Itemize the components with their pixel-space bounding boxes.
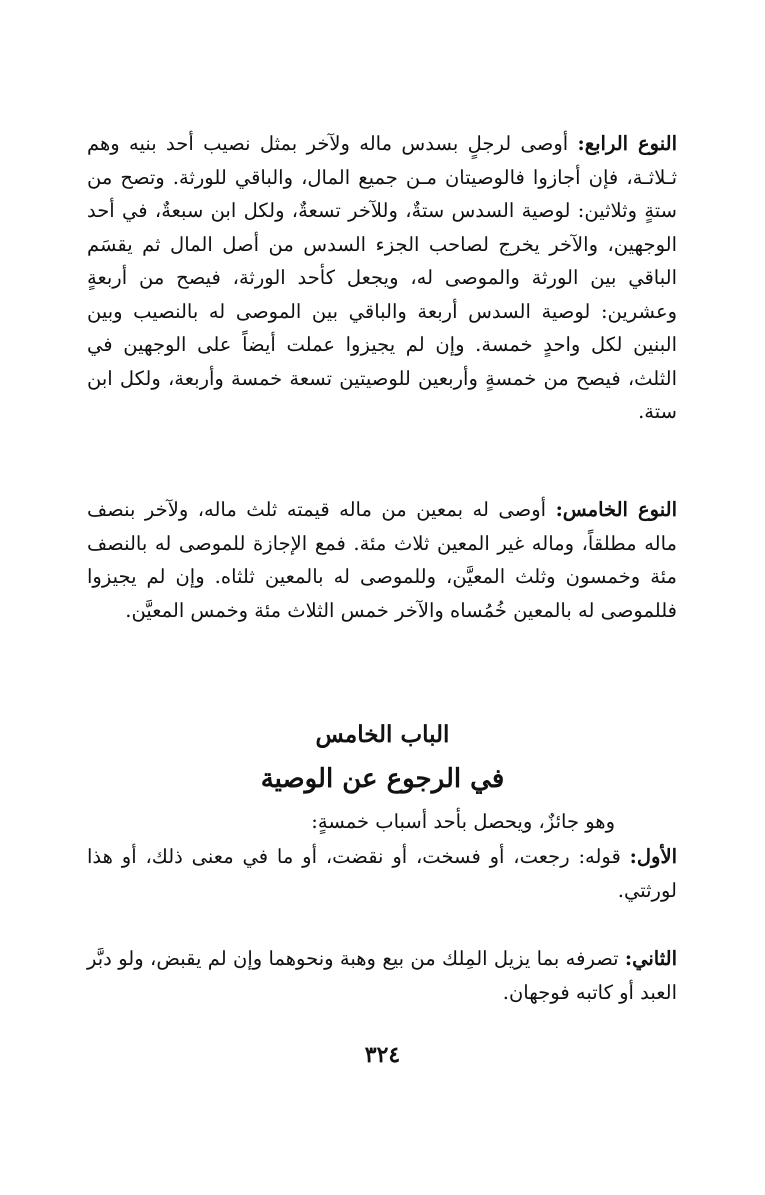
paragraph-lead: النوع الرابع: (577, 132, 677, 155)
paragraph-lead: النوع الخامس: (555, 498, 677, 521)
paragraph-text: قوله: رجعت، أو فسخت، أو نقضت، أو ما في معنى ذلك، أو هذا لورثتي. (87, 845, 677, 902)
paragraph-first-cause (87, 840, 677, 907)
page-number: ٣٢٤ (364, 1042, 401, 1068)
chapter-intro: وهو جائزٌ، ويحصل بأحد أسباب خمسةٍ: (311, 810, 615, 833)
chapter-title: الباب الخامس (315, 721, 450, 748)
chapter-subtitle: في الرجوع عن الوصية (260, 764, 505, 794)
paragraph-text: تصرفه بما يزيل المِلك من بيع وهبة ونحوهما وإن لم يقبض، ولو دبَّر العبد أو كاتبه فوجهان. (87, 947, 677, 1004)
paragraph-fourth-type (87, 127, 677, 429)
paragraph-second-cause (87, 942, 677, 1009)
paragraph-lead: الثاني: (624, 947, 677, 970)
paragraph-text: أوصى له بمعين من ماله قيمته ثلث ماله، ولآخر بنصف ماله مطلقاً، وماله غير المعين ثلاث مئة. فمع الإجازة للموصى له بالنصف مئة وخمسون وثلث المعيَّن، وللموصى له بالمعين ثلثاه. وإن لم يجيزوا فللموصى له بالمعين خُمُساه والآخر خمس الثلاث مئة وخمس المعيَّن. (87, 498, 677, 622)
paragraph-fifth-type (87, 493, 677, 627)
paragraph-text: أوصى لرجلٍ بسدس ماله ولآخر بمثل نصيب أحد بنيه وهم ثـلاثـة، فإن أجازوا فالوصيتان مـن جميع المال، والباقي للورثة. وتصح من ستةٍ وثلاثين: لوصية السدس ستةٌ، وللآخر تسعةٌ، ولكل ابن سبعةٌ، في أحد الوجهين، والآخر يخرج لصاحب الجزء السدس من أصل المال ثم يقسَم الباقي بين الورثة والموصى له، ويجعل كأحد الورثة، فيصح من أربعةٍ وعشرين: لوصية السدس أربعة والباقي بين الموصى له بالنصيب وبين البنين لكل واحدٍ خمسة. وإن لم يجيزوا عملت أيضاً على الوجهين في الثلث، فيصح من خمسةٍ وأربعين للوصيتين تسعة خمسة وأربعة، ولكل ابن ستة. (87, 132, 677, 423)
paragraph-lead: الأول: (629, 845, 677, 868)
